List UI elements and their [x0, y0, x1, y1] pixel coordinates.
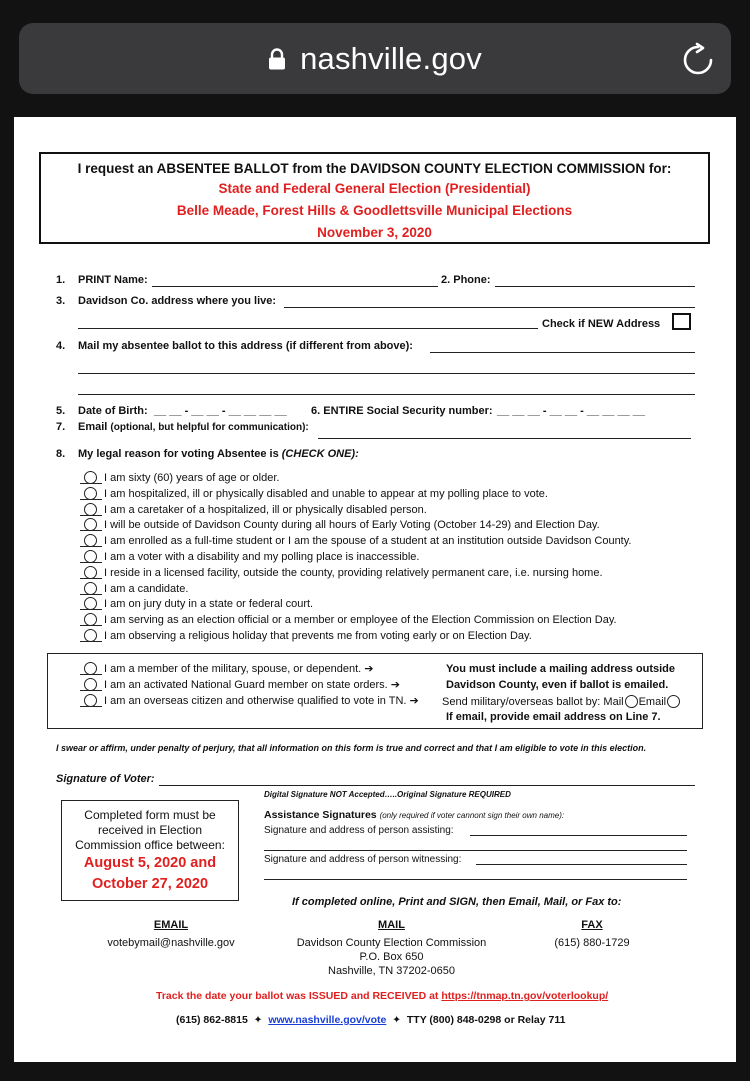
header-title: I request an ABSENTEE BALLOT from the DAVIDSON COUNTY ELECTION COMMISSION for:: [77, 161, 672, 176]
fax-number: (615) 880-1729: [554, 937, 630, 949]
separator-star-icon: ✦: [392, 1014, 402, 1026]
mail-line1: Davidson County Election Commission: [296, 937, 487, 949]
reason-label: My legal reason for voting Absentee is: [78, 448, 279, 460]
reason-label-group: [78, 448, 359, 460]
voter-signature-input[interactable]: [159, 785, 695, 786]
radio-button[interactable]: [84, 629, 97, 642]
reason-option[interactable]: [80, 487, 548, 500]
assisting-address-input[interactable]: [264, 850, 687, 851]
send-by-email-radio[interactable]: [667, 695, 680, 708]
fax-contact: [542, 918, 642, 950]
radio-button[interactable]: [84, 678, 97, 691]
reason-option[interactable]: [80, 629, 532, 642]
field-number-1: 1.: [56, 274, 66, 286]
mail-contact: [284, 918, 499, 978]
field-number-4: 4.: [56, 340, 66, 352]
assistance-note: (only required if voter cannont sign their own name):: [379, 811, 565, 820]
header-municipal: Belle Meade, Forest Hills & Goodlettsville Municipal Elections: [176, 203, 573, 218]
reason-text: I am a candidate.: [104, 582, 189, 595]
email-heading: EMAIL: [153, 919, 189, 931]
reason-text: I am hospitalized, ill or physically disabled and unable to appear at my polling place to vote.: [104, 487, 548, 500]
reason-option[interactable]: [80, 503, 427, 516]
email-label-group: [78, 421, 309, 433]
field-number-5: 5.: [56, 405, 66, 417]
deadline-line3: Commission office between:: [75, 838, 225, 852]
reason-text: I reside in a licensed facility, outside the county, providing relatively permanent care, i.e. nursing home.: [104, 566, 603, 579]
footer-phone: (615) 862-8815: [176, 1014, 248, 1026]
mail-line3: Nashville, TN 37202-0650: [328, 965, 455, 977]
reload-icon[interactable]: [680, 42, 716, 78]
field-number-7: 7.: [56, 421, 66, 433]
radio-button[interactable]: [84, 582, 97, 595]
address-input[interactable]: [284, 307, 695, 308]
deadline-date-end: October 27, 2020: [91, 876, 209, 892]
send-method-label: Send military/overseas ballot by: Mail: [442, 695, 624, 708]
dob-label: Date of Birth:: [78, 405, 148, 417]
oath-statement: I swear or affirm, under penalty of perjury, that all information on this form is true and correct and that I am eligible to vote in this election.: [56, 743, 647, 753]
reason-option[interactable]: [80, 597, 313, 610]
reason-option[interactable]: [80, 518, 600, 531]
header-election: State and Federal General Election (Presidential): [218, 181, 531, 196]
address-label: Davidson Co. address where you live:: [78, 295, 277, 307]
deadline-line1: Completed form must be: [84, 808, 216, 822]
fax-heading: FAX: [581, 919, 603, 931]
radio-button[interactable]: [84, 566, 97, 579]
mail-line2: P.O. Box 650: [359, 951, 424, 963]
assisting-label: Signature and address of person assisting:: [264, 825, 454, 836]
new-address-label: Check if NEW Address: [542, 318, 661, 330]
radio-button[interactable]: [84, 534, 97, 547]
field-number-3: 3.: [56, 295, 66, 307]
deadline-line2: received in Election: [97, 823, 203, 837]
send-email-label: Email: [638, 695, 667, 708]
vote-website-link[interactable]: www.nashville.gov/vote: [268, 1014, 387, 1026]
assistance-title: Assistance Signatures: [264, 809, 377, 821]
reason-text: I am a voter with a disability and my polling place is inaccessible.: [104, 550, 420, 563]
assistance-heading: [264, 809, 564, 821]
field-number-8: 8.: [56, 448, 66, 460]
military-option-text: I am an overseas citizen and otherwise qualified to vote in TN. ➔: [104, 695, 419, 707]
deadline-box: [61, 800, 239, 901]
ssn-input[interactable]: __ __ __ - __ __ - __ __ __ __: [497, 405, 646, 417]
reason-text: I am observing a religious holiday that prevents me from voting early or on Election Day.: [104, 629, 532, 642]
radio-button[interactable]: [84, 471, 97, 484]
witnessing-label: Signature and address of person witnessing:: [264, 854, 462, 865]
mail-heading: MAIL: [378, 919, 405, 931]
phone-input[interactable]: [495, 286, 695, 287]
footer-row: [176, 1014, 565, 1026]
reason-option[interactable]: [80, 582, 188, 595]
lock-icon: [268, 48, 286, 70]
voter-lookup-link[interactable]: https://tnmap.tn.gov/voterlookup/: [441, 990, 609, 1002]
reason-option[interactable]: [80, 566, 603, 579]
mail-address-input-line3[interactable]: [78, 394, 695, 395]
submission-instructions: If completed online, Print and SIGN, then Email, Mail, or Fax to:: [292, 896, 622, 908]
radio-button[interactable]: [84, 518, 97, 531]
ssn-label: 6. ENTIRE Social Security number:: [311, 405, 493, 417]
email-address[interactable]: votebymail@nashville.gov: [107, 937, 235, 949]
reason-option[interactable]: [80, 613, 617, 626]
email-input[interactable]: [318, 438, 691, 439]
military-note-4: If email, provide email address on Line 7.: [446, 711, 661, 723]
document-page: [14, 117, 736, 1062]
email-label: Email: [78, 421, 108, 433]
radio-button[interactable]: [84, 503, 97, 516]
track-ballot-row: [156, 990, 608, 1002]
browser-toolbar: [0, 0, 750, 116]
separator-star-icon: ✦: [253, 1014, 263, 1026]
military-note-1: You must include a mailing address outside: [446, 663, 676, 675]
print-name-input[interactable]: [152, 286, 438, 287]
military-option[interactable]: [80, 662, 373, 675]
reason-option[interactable]: [80, 534, 631, 547]
reason-text: I will be outside of Davidson County during all hours of Early Voting (October 14-29) and Election Day.: [104, 518, 600, 531]
new-address-checkbox[interactable]: [672, 313, 691, 330]
radio-button[interactable]: [84, 550, 97, 563]
reason-text: I am a caretaker of a hospitalized, ill or physically disabled person.: [104, 503, 427, 516]
mail-address-input-line2[interactable]: [78, 373, 695, 374]
reason-option[interactable]: [80, 550, 419, 563]
email-contact: [96, 918, 246, 950]
military-option-text: I am a member of the military, spouse, or dependent. ➔: [104, 663, 374, 675]
witnessing-signature-input[interactable]: [476, 864, 687, 865]
email-note: (optional, but helpful for communication):: [110, 422, 309, 433]
reason-text: I am on jury duty in a state or federal court.: [104, 597, 314, 610]
send-by-mail-radio[interactable]: [625, 695, 638, 708]
radio-button[interactable]: [84, 694, 97, 707]
reason-option[interactable]: [80, 471, 279, 484]
military-option-text: I am an activated National Guard member on state orders. ➔: [104, 679, 400, 691]
reason-text: I am enrolled as a full-time student or I am the spouse of a student at an institution outside Davidson County.: [104, 534, 632, 547]
header-date: November 3, 2020: [317, 225, 432, 240]
reason-text: I am sixty (60) years of age or older.: [104, 471, 280, 484]
reason-note: (CHECK ONE):: [281, 448, 359, 460]
footer-tty: TTY (800) 848-0298 or Relay 711: [406, 1014, 566, 1026]
address-bar[interactable]: [19, 23, 731, 94]
military-note-2: Davidson County, even if ballot is emailed.: [446, 679, 669, 691]
phone-label: 2. Phone:: [441, 274, 491, 286]
track-ballot-text: Track the date your ballot was ISSUED and RECEIVED at: [156, 990, 442, 1002]
military-option[interactable]: [80, 678, 400, 691]
form-header: [39, 152, 710, 244]
reason-text: I am serving as an election official or a member or employee of the Election Commission on Election Day.: [104, 613, 617, 626]
signature-label: Signature of Voter:: [56, 773, 155, 785]
deadline-date-start: August 5, 2020 and: [83, 855, 217, 871]
send-method-row: [442, 695, 685, 708]
radio-button[interactable]: [84, 613, 97, 626]
dob-input[interactable]: __ __ - __ __ - __ __ __ __: [154, 405, 287, 417]
military-option[interactable]: [80, 694, 419, 707]
address-input-line2[interactable]: [78, 328, 538, 329]
witnessing-address-input[interactable]: [264, 879, 687, 880]
digital-signature-note: Digital Signature NOT Accepted…..Original Signature REQUIRED: [264, 790, 511, 799]
radio-button[interactable]: [84, 597, 97, 610]
assisting-signature-input[interactable]: [470, 835, 687, 836]
radio-button[interactable]: [84, 662, 97, 675]
mail-address-input[interactable]: [430, 352, 695, 353]
url-text: nashville.gov: [300, 40, 482, 76]
radio-button[interactable]: [84, 487, 97, 500]
mail-address-label: Mail my absentee ballot to this address (if different from above):: [78, 340, 413, 352]
print-name-label: PRINT Name:: [78, 274, 148, 286]
